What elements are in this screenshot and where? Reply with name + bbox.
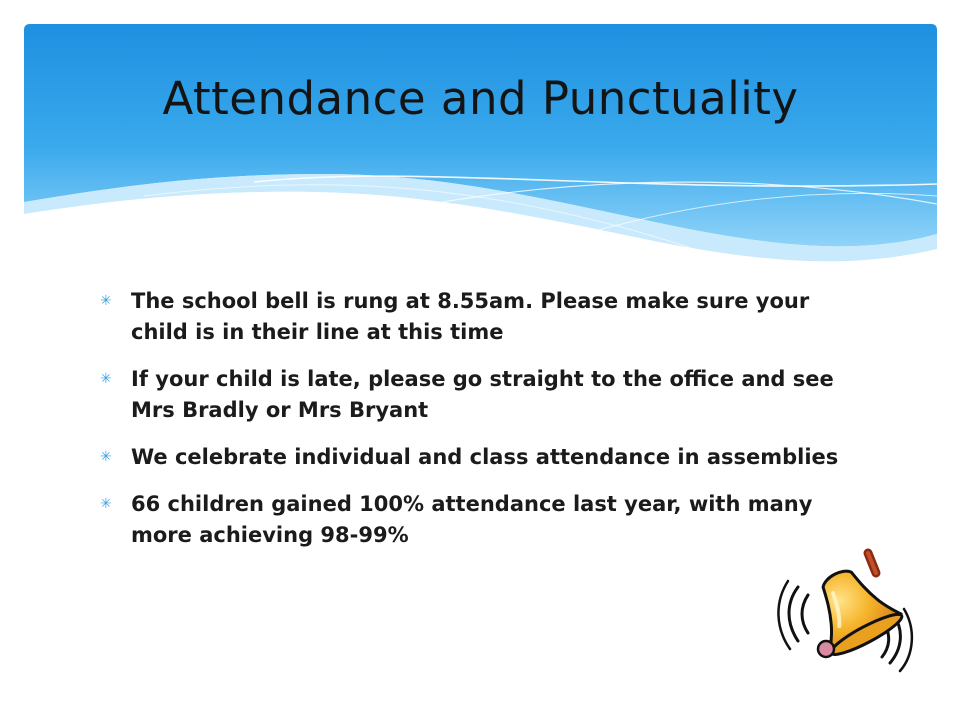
list-item: [100, 364, 840, 426]
bullet-text: If your child is late, please go straight to the office and see Mrs Bradly or Mrs Bryant: [131, 367, 834, 422]
header-wave-graphic: [24, 24, 937, 274]
page-title: Attendance and Punctuality: [162, 72, 799, 125]
ringing-bell-icon: [776, 545, 916, 675]
header-band: [24, 24, 937, 274]
list-item: [100, 442, 840, 473]
asterisk-bullet-icon: ✳: [100, 449, 112, 465]
asterisk-bullet-icon: ✳: [100, 293, 112, 309]
bullet-text: The school bell is rung at 8.55am. Please make sure your child is in their line at this time: [131, 289, 810, 344]
bullet-text: We celebrate individual and class attendance in assemblies: [131, 445, 839, 469]
bullet-list: [100, 286, 840, 567]
asterisk-bullet-icon: ✳: [100, 496, 112, 512]
asterisk-bullet-icon: ✳: [100, 371, 112, 387]
bullet-text: 66 children gained 100% attendance last year, with many more achieving 98-99%: [131, 492, 813, 547]
list-item: [100, 489, 840, 551]
list-item: [100, 286, 840, 348]
